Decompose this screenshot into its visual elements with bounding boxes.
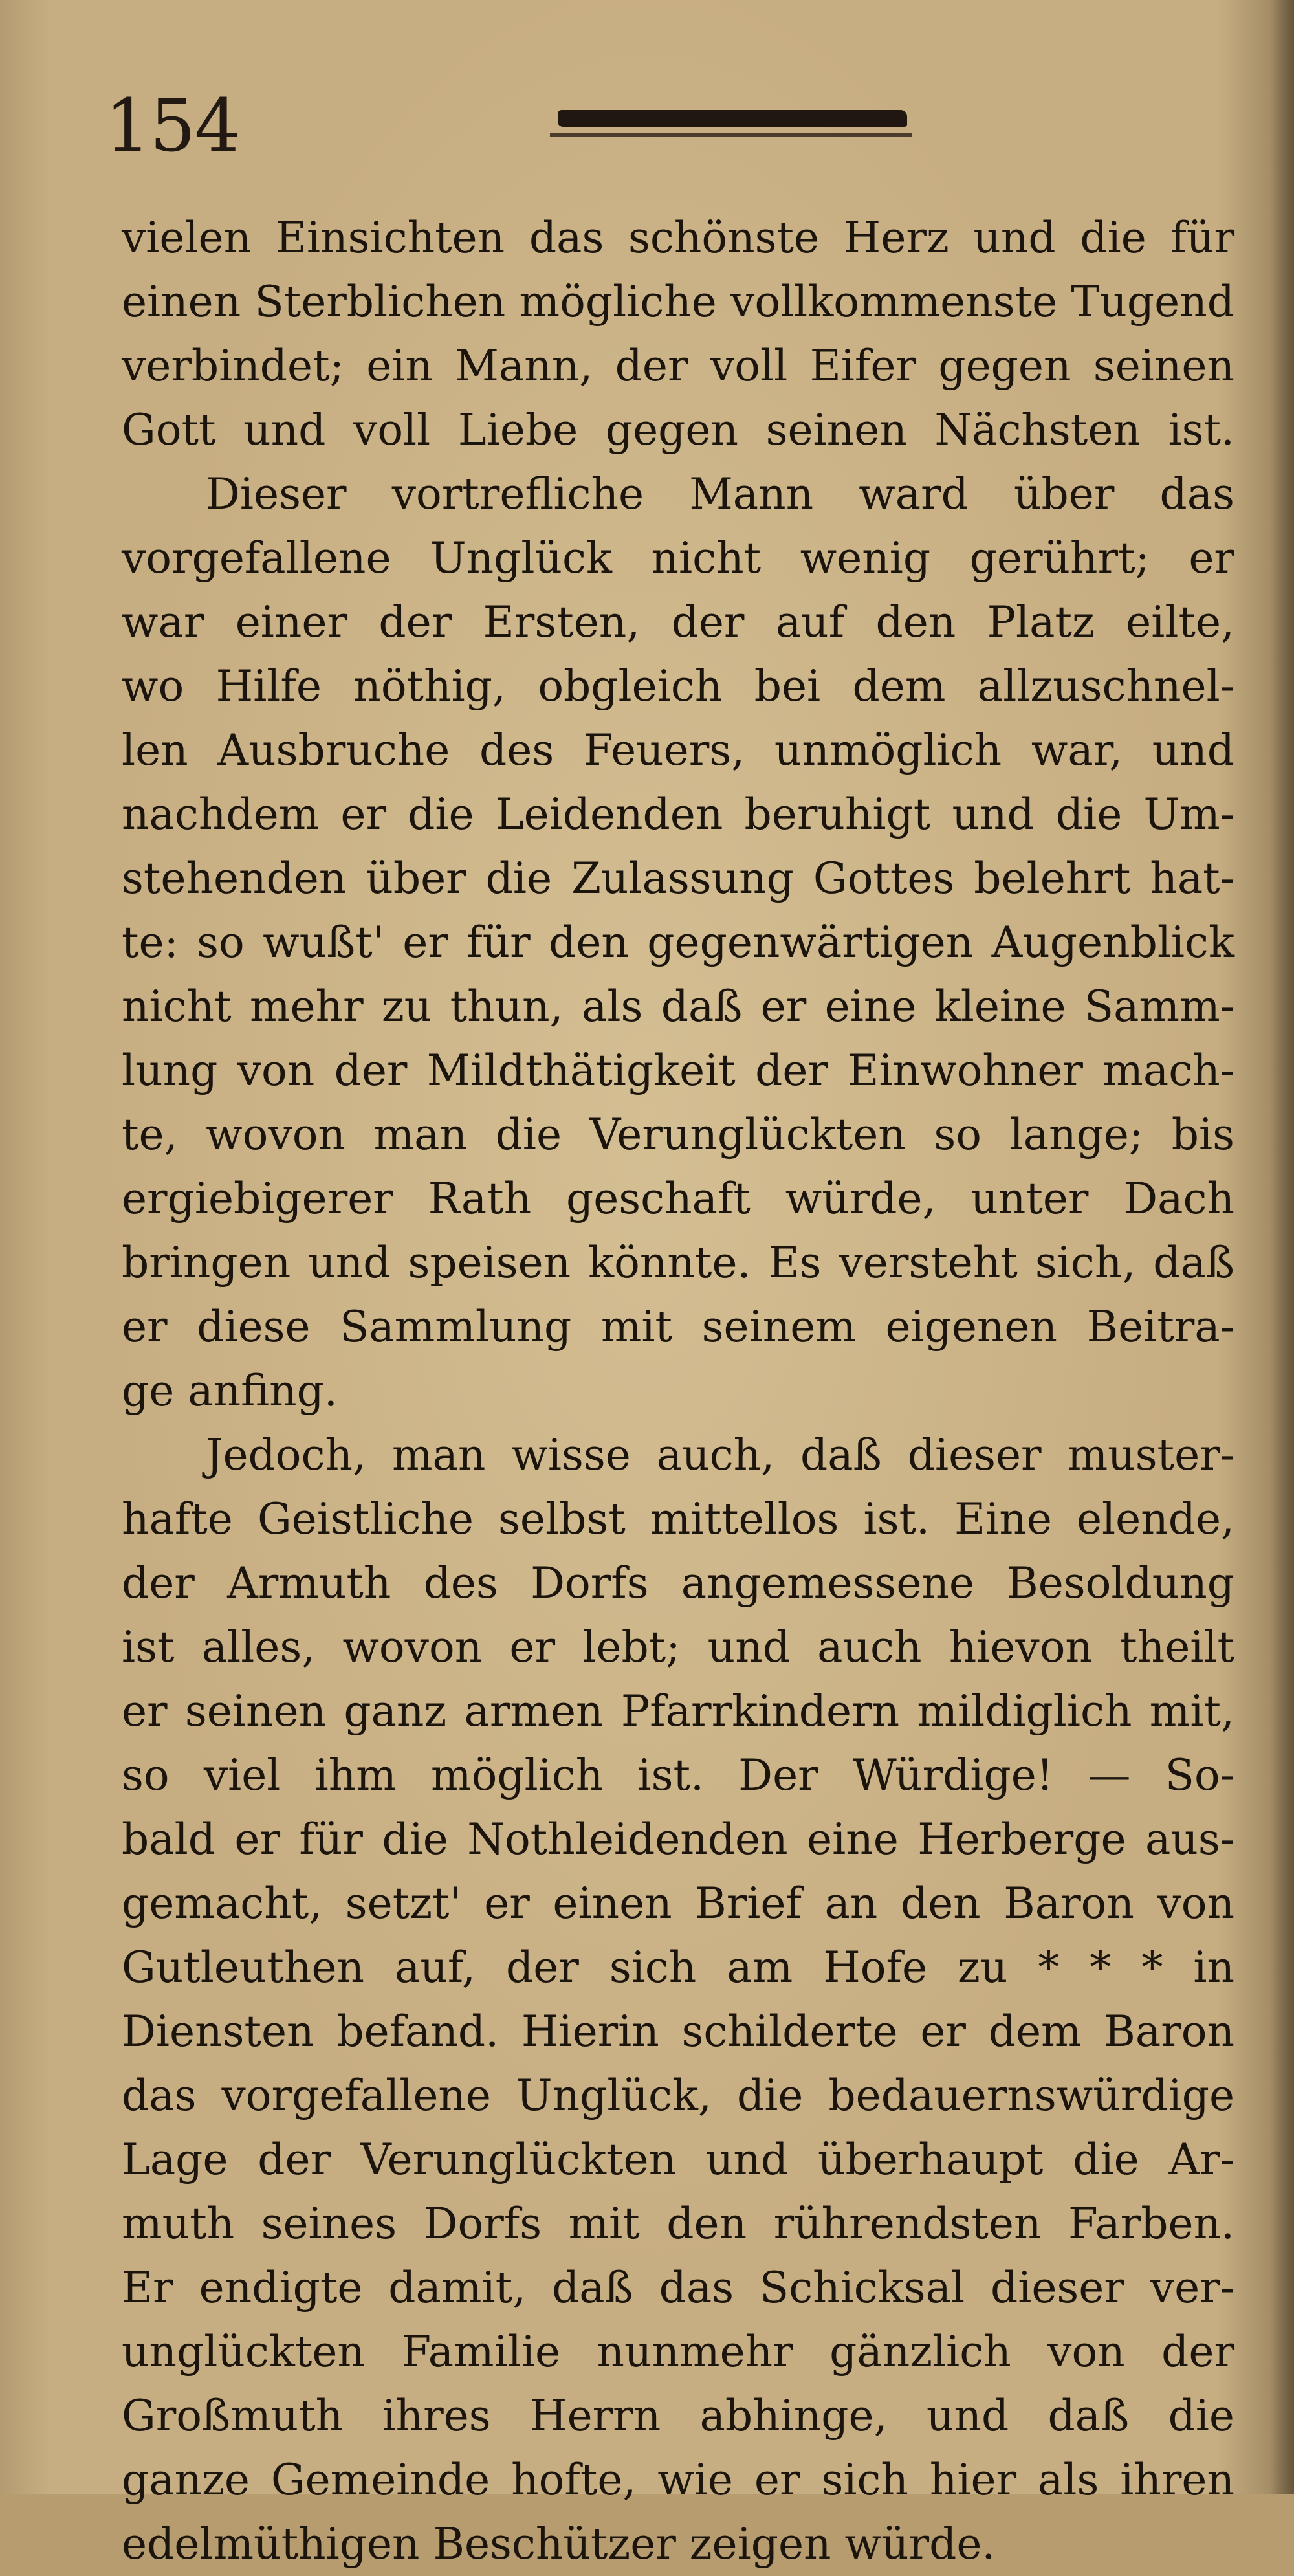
text-line: vorgefallene Unglück nicht wenig gerührt; er: [122, 533, 1234, 583]
text-line: len Ausbruche des Feuers, unmöglich war, und: [122, 725, 1234, 775]
text-line: wo Hilfe nöthig, obgleich bei dem allzuschnel-: [122, 661, 1234, 711]
text-line: Gutleuthen auf, der sich am Hofe zu * * * in: [122, 1943, 1234, 1992]
paragraph-start-line: Jedoch, man wisse auch, daß dieser muster-: [206, 1430, 1234, 1480]
text-line: muth seines Dorfs mit den rührendsten Farben.: [122, 2199, 1234, 2249]
text-line: der Armuth des Dorfs angemessene Besoldung: [122, 1558, 1234, 1608]
page-header: [97, 84, 1262, 175]
text-line: stehenden über die Zulassung Gottes belehrt hat-: [122, 853, 1234, 903]
text-line: einen Sterblichen mögliche vollkommenste Tugend: [122, 277, 1234, 327]
text-line: nachdem er die Leidenden beruhigt und die Um-: [122, 789, 1234, 839]
text-line: nicht mehr zu thun, als daß er eine kleine Samm-: [122, 982, 1234, 1031]
paragraph-end-line: ge anfing.: [122, 1366, 338, 1416]
text-line: bald er für die Nothleidenden eine Herberge aus-: [122, 1814, 1234, 1864]
text-line: ist alles, wovon er lebt; und auch hievon theilt: [122, 1622, 1234, 1672]
page-gutter-shadow: [1269, 0, 1294, 2494]
text-line: er diese Sammlung mit seinem eigenen Beitra-: [122, 1302, 1234, 1352]
text-line: lung von der Mildthätigkeit der Einwohner mach-: [122, 1046, 1234, 1095]
header-ornament-rule-thin: [550, 133, 912, 137]
text-line: te: so wußt' er für den gegenwärtigen Augenblick: [122, 918, 1234, 967]
text-line: ergiebigerer Rath geschaft würde, unter Dach: [122, 1174, 1234, 1224]
text-line: das vorgefallene Unglück, die bedauernswürdige: [122, 2071, 1234, 2120]
text-line: Diensten befand. Hierin schilderte er dem Baron: [122, 2007, 1234, 2056]
text-line: er seinen ganz armen Pfarrkindern mildiglich mit,: [122, 1686, 1234, 1736]
text-line: gemacht, setzt' er einen Brief an den Baron von: [122, 1878, 1234, 1928]
text-line: unglückten Familie nunmehr gänzlich von der: [122, 2327, 1234, 2377]
text-line: Großmuth ihres Herrn abhinge, und daß die: [122, 2391, 1234, 2441]
text-line: hafte Geistliche selbst mittellos ist. Eine elende,: [122, 1494, 1234, 1544]
body-text: [122, 206, 1234, 2576]
text-line: ganze Gemeinde hofte, wie er sich hier als ihren: [122, 2455, 1234, 2505]
text-line: war einer der Ersten, der auf den Platz eilte,: [122, 597, 1234, 647]
paragraph-end-line: edelmüthigen Beschützer zeigen würde.: [122, 2519, 996, 2569]
text-line: so viel ihm möglich ist. Der Würdige! — So-: [122, 1750, 1234, 1800]
text-line: bringen und speisen könnte. Es versteht sich, daß: [122, 1238, 1234, 1288]
header-ornament-rule: [558, 110, 907, 127]
text-line: Lage der Verunglückten und überhaupt die Ar-: [122, 2135, 1234, 2185]
text-line: vielen Einsichten das schönste Herz und die für: [122, 213, 1234, 263]
page-number: 154: [105, 84, 239, 168]
paragraph-start-line: Dieser vortrefliche Mann ward über das: [206, 469, 1234, 519]
text-line: verbindet; ein Mann, der voll Eifer gegen seinen: [122, 341, 1234, 391]
text-line: te, wovon man die Verunglückten so lange; bis: [122, 1110, 1234, 1160]
text-line: Gott und voll Liebe gegen seinen Nächsten ist.: [122, 405, 1234, 455]
text-line: Er endigte damit, daß das Schicksal dieser ver-: [122, 2263, 1234, 2313]
